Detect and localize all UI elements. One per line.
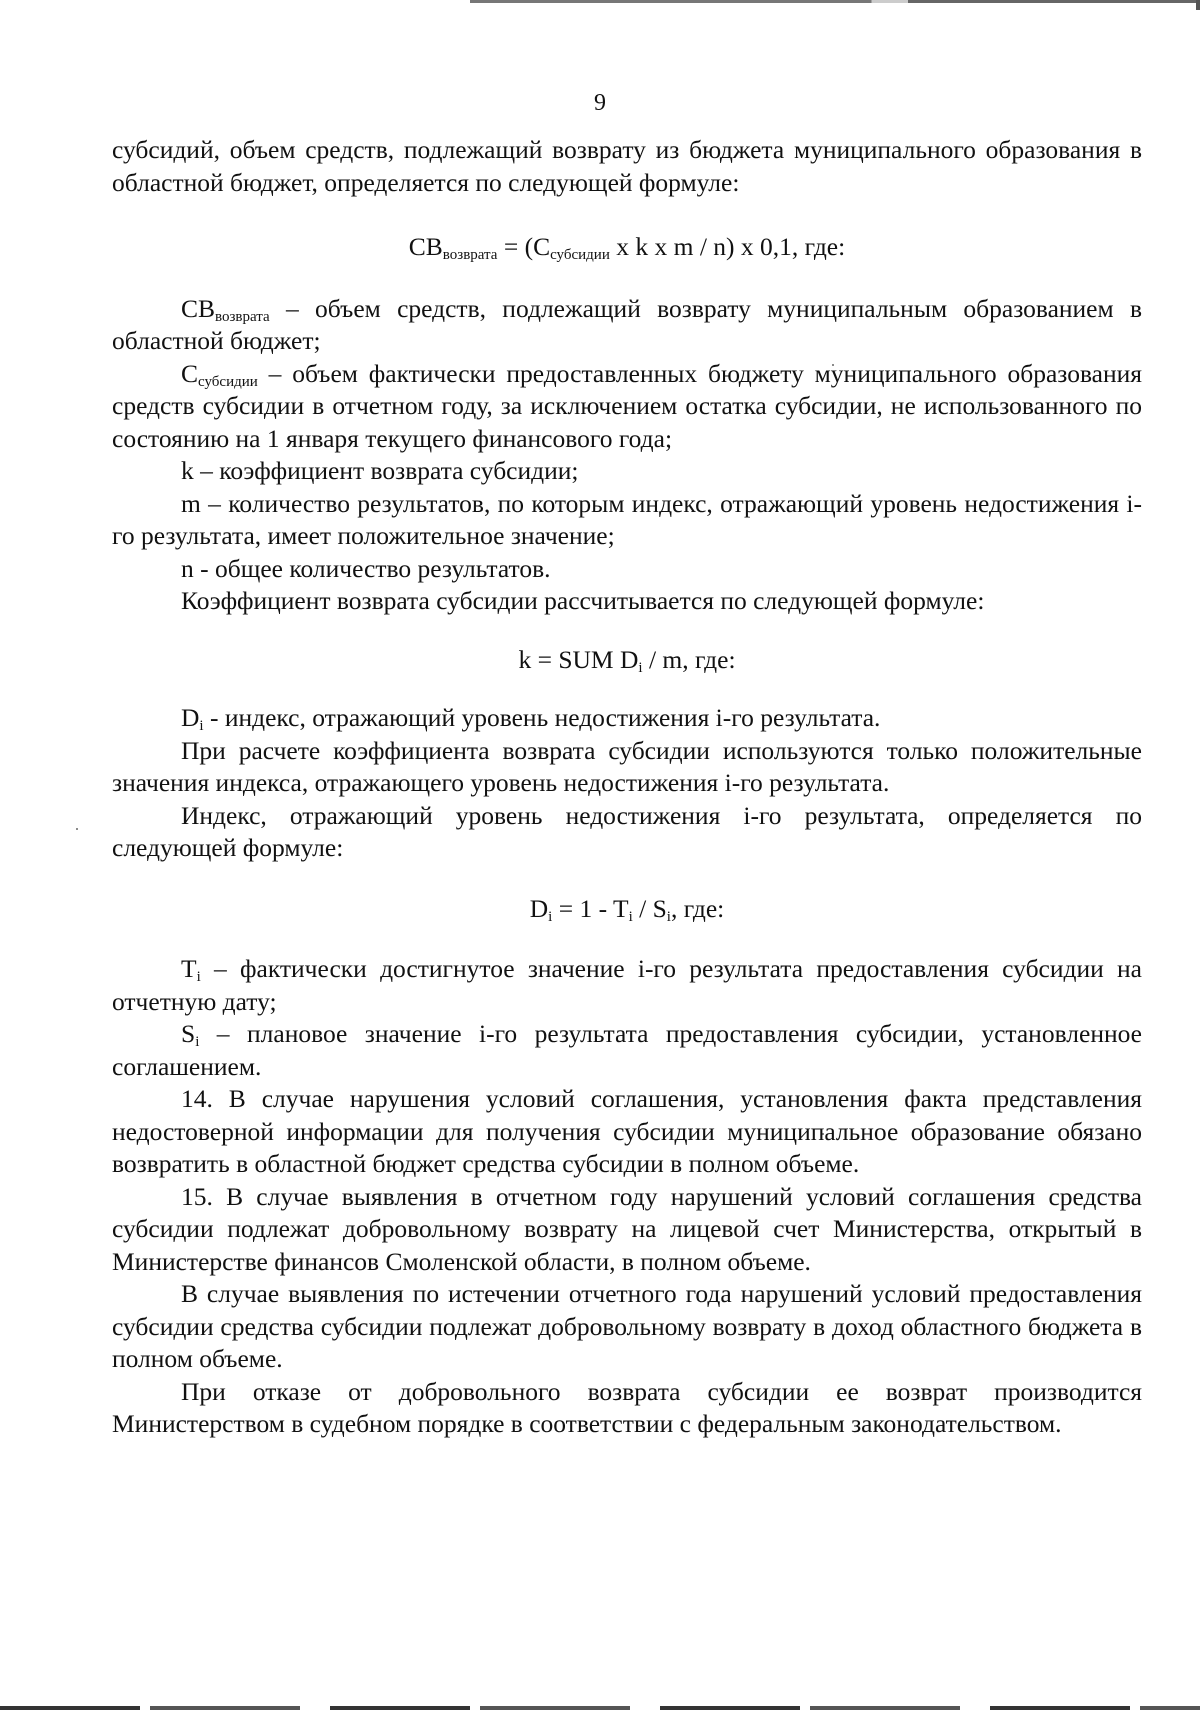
formula-subscript: i [638,659,643,676]
formula-text: , где: [670,893,725,923]
formula-subscript: i [666,908,671,925]
paragraph-positive-values: При расчете коэффициента возврата субсидии используются только положительные значения индекса, отражающего уровень недостижения i-го результата. [112,735,1142,797]
definition-symbol: T [181,954,197,983]
paragraph-refusal: При отказе от добровольного возврата субсидии ее возврат производится Министерством в судебном порядке в соответствии с федеральным законодательством. [112,1376,1142,1438]
definition-symbol: D [181,703,200,732]
paragraph-index-intro: Индекс, отражающий уровень недостижения i-го результата, определяется по следующей формуле: [112,800,1142,862]
scan-edge-top [470,0,1200,3]
scan-edge-right [1196,0,1200,10]
paragraph-intro: субсидий, объем средств, подлежащий возврату из бюджета муниципального образования в областной бюджет, определяется по следующей формуле: [112,135,1142,197]
definition-text: – плановое значение i-го результата предоставления субсидии, установленное соглашением. [112,1019,1142,1081]
definition-subscript: субсидии [198,373,258,390]
formula-symbol: D [529,893,549,923]
formula-index [112,893,1142,926]
formula-subscript: i [548,908,553,925]
definition-subscript: i [199,718,204,734]
formula-subscript: возврата [442,247,498,263]
definition-text: – фактически достигнутое значение i-го результата предоставления субсидии на отчетную дату; [112,954,1142,1016]
formula-text: k = SUM D [518,644,639,674]
definition-symbol: CB [181,293,216,323]
definition-text: – объем средств, подлежащий возврату муниципальным образованием в областной бюджет; [112,293,1142,355]
definition-t [112,953,1142,1018]
definition-n: n - общее количество результатов. [181,553,551,583]
formula-subscript: субсидии [550,247,610,263]
formula-text: / m, где: [642,644,736,674]
definition-subscript: i [196,969,201,985]
definition-subscript: возврата [215,308,270,325]
definition-text: – объем фактически предоставленных бюджету муниципального образования средств субсидии в отчетном году, за исключением остатка субсидии, не использованного по состоянию на 1 января текущего финансового года; [112,358,1142,453]
paragraph-after-year: В случае выявления по истечении отчетного года нарушений условий предоставления субсидии средства субсидии подлежат добровольному возврату в доход областного бюджета в полном объеме. [112,1279,1142,1373]
page-number: 9 [594,90,606,116]
formula-coefficient [112,644,1142,677]
scan-speck [76,828,78,830]
paragraph-15: 15. В случае выявления в отчетном году нарушений условий соглашения средства субсидии подлежат добровольному возврату на лицевой счет Министерства, открытый в Министерстве финансов Смоленской области, в полном объеме. [112,1181,1142,1276]
definition-d [112,702,1142,735]
formula-text: x k x m / n) x 0,1, где: [609,232,846,261]
paragraph-k-formula-intro: Коэффициент возврата субсидии рассчитывается по следующей формуле: [181,586,985,615]
scan-edge-bottom [0,1706,1200,1710]
definition-cv [112,293,1142,358]
paragraph-14: 14. В случае нарушения условий соглашения, установления факта представления недостоверной информации для получения субсидии муниципальное образование обязано возвратить в областной бюджет средства субсидии в полном объеме. [112,1084,1142,1178]
formula-text: / S [632,893,667,923]
definition-symbol: C [181,358,199,388]
formula-symbol: CB [408,232,443,261]
formula-subscript: i [628,908,633,925]
definition-symbol: S [181,1019,196,1048]
definition-m: m – количество результатов, по которым индекс, отражающий уровень недостижения i-го результата, имеет положительное значение; [112,488,1142,550]
definition-subscript: i [195,1034,200,1050]
formula-return-volume [112,231,1142,264]
definition-text: - индекс, отражающий уровень недостижения i-го результата. [203,703,881,732]
formula-text: = (C [497,232,551,261]
formula-text: = 1 - T [552,893,629,923]
definition-c [112,358,1142,456]
definition-k: k – коэффициент возврата субсидии; [181,456,579,485]
definition-s [112,1018,1142,1083]
document-body [112,134,1142,1441]
